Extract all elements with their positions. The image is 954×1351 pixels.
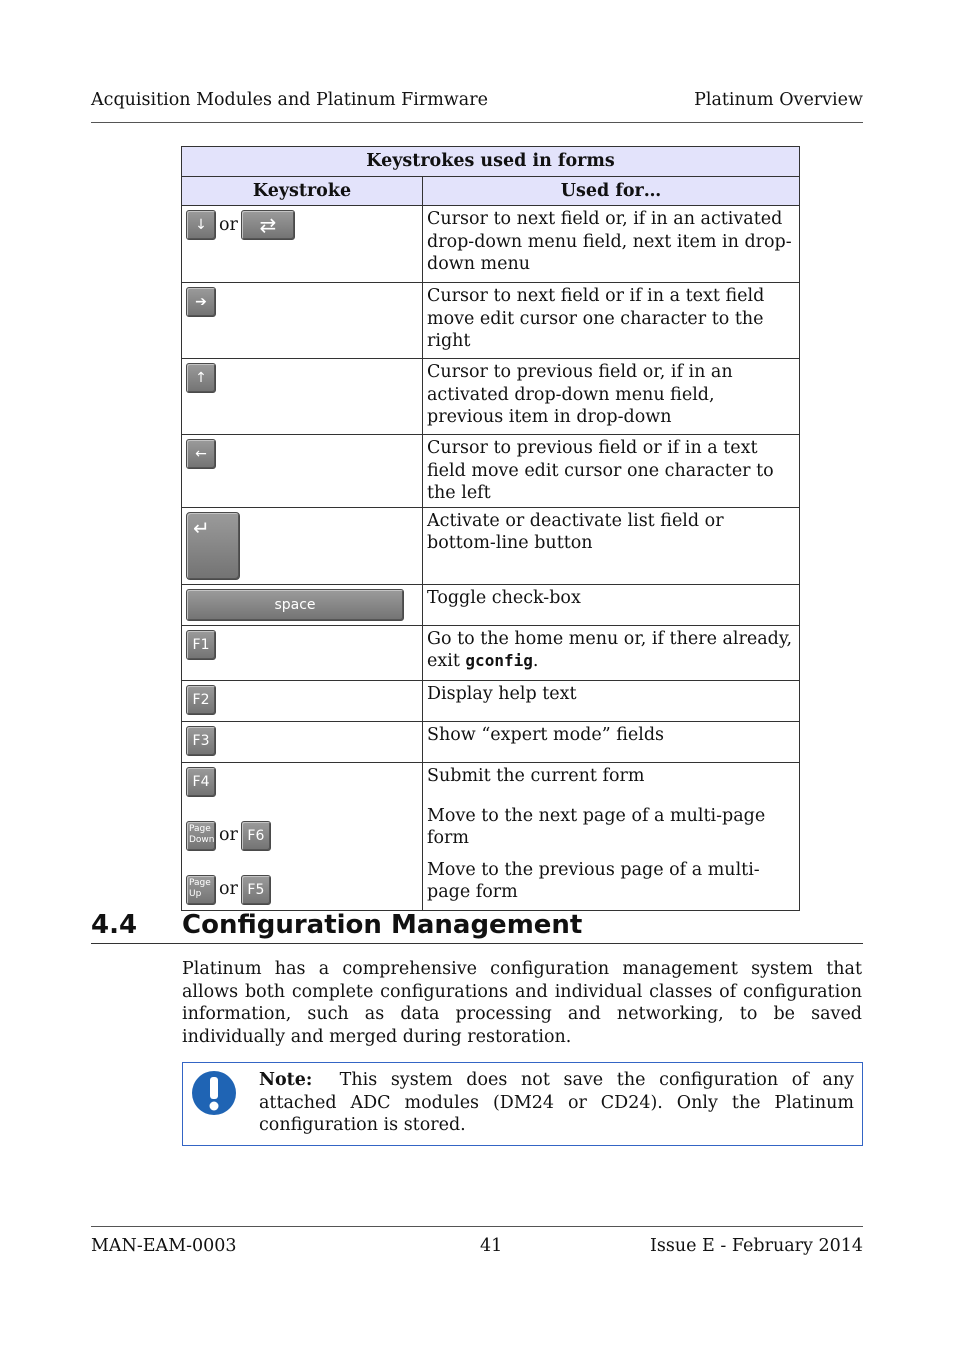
page-header xyxy=(91,90,863,123)
col-keystroke: Keystroke xyxy=(182,176,423,206)
keystrokes-table xyxy=(181,146,800,911)
f2-key-icon: F2 xyxy=(186,685,216,715)
space-key-icon: space xyxy=(186,589,404,621)
page-footer xyxy=(91,1226,863,1267)
f5-key-icon: F5 xyxy=(241,875,271,905)
up-arrow-key-icon: ↑ xyxy=(186,363,216,393)
header-right: Platinum Overview xyxy=(694,90,863,110)
table-cell: Cursor to next field or if in a text field move edit cursor one character to the right xyxy=(423,283,800,359)
table-caption: Keystrokes used in forms xyxy=(182,147,800,177)
f3-key-icon: F3 xyxy=(186,726,216,756)
or-label: or xyxy=(219,879,238,900)
table-row xyxy=(182,507,800,584)
exclamation-icon xyxy=(191,1070,237,1116)
cell-text: Go to the home menu or, if there already, exit xyxy=(427,628,793,671)
cell-text: Move to the previous page of a multi-page form xyxy=(427,859,760,902)
enter-key-icon: ↵ xyxy=(186,512,240,580)
table-cell xyxy=(423,625,800,680)
table-cell: Cursor to previous field or if in a text field move edit cursor one character to the left xyxy=(423,435,800,508)
or-label: or xyxy=(219,214,238,235)
table-cell: Show “expert mode” fields xyxy=(423,721,800,762)
f4-key-icon: F4 xyxy=(186,767,216,797)
left-arrow-key-icon: ← xyxy=(186,439,216,469)
or-label: or xyxy=(219,825,238,846)
tab-key-icon: ⇄ xyxy=(241,210,295,240)
page-up-key-icon: Page Up xyxy=(186,875,216,905)
table-cell: Cursor to next field or, if in an activated drop-down menu field, next item in drop-down menu xyxy=(423,206,800,283)
table-row xyxy=(182,359,800,435)
col-used-for: Used for… xyxy=(423,176,800,206)
table-row xyxy=(182,435,800,508)
table-row xyxy=(182,625,800,680)
table-row xyxy=(182,584,800,625)
footer-left: MAN-EAM-0003 xyxy=(91,1236,237,1256)
table-cell: Display help text xyxy=(423,680,800,721)
table-cell: Cursor to previous field or, if in an activated drop-down menu field, previous item in drop-down xyxy=(423,359,800,435)
table-cell xyxy=(423,762,800,910)
section-title: Configuration Management xyxy=(182,910,583,940)
table-cell: Toggle check-box xyxy=(423,584,800,625)
table-row xyxy=(182,762,800,910)
note-label: Note: xyxy=(259,1070,313,1090)
footer-right: Issue E - February 2014 xyxy=(649,1236,863,1256)
gconfig-code: gconfig xyxy=(465,651,533,670)
table-row xyxy=(182,206,800,283)
section-heading xyxy=(91,908,863,944)
table-row xyxy=(182,721,800,762)
note-text xyxy=(259,1069,854,1137)
body-paragraph: Platinum has a comprehensive configuration management system that allows both complete configurations and individual classes of configuration information, such as data processing and networking, to be saved individually and merged during restoration. xyxy=(182,959,862,1047)
right-arrow-key-icon: ➔ xyxy=(186,287,216,317)
cell-text: Move to the next page of a multi-page form xyxy=(427,805,766,848)
table-cell: Activate or deactivate list field or bottom-line button xyxy=(423,507,800,584)
page-down-key-icon: Page Down xyxy=(186,821,216,851)
f1-key-icon: F1 xyxy=(186,630,216,660)
note-box xyxy=(182,1062,863,1146)
header-left: Acquisition Modules and Platinum Firmware xyxy=(91,90,488,110)
page-number: 41 xyxy=(480,1236,503,1256)
cell-text-end: . xyxy=(532,651,539,671)
section-number: 4.4 xyxy=(91,910,138,940)
table-row xyxy=(182,680,800,721)
f6-key-icon: F6 xyxy=(241,821,271,851)
note-body: This system does not save the configuration of any attached ADC modules (DM24 or CD24). Only the Platinum configuration is stored. xyxy=(259,1070,854,1135)
down-arrow-key-icon: ↓ xyxy=(186,210,216,240)
table-row xyxy=(182,283,800,359)
cell-text: Submit the current form xyxy=(427,765,645,786)
